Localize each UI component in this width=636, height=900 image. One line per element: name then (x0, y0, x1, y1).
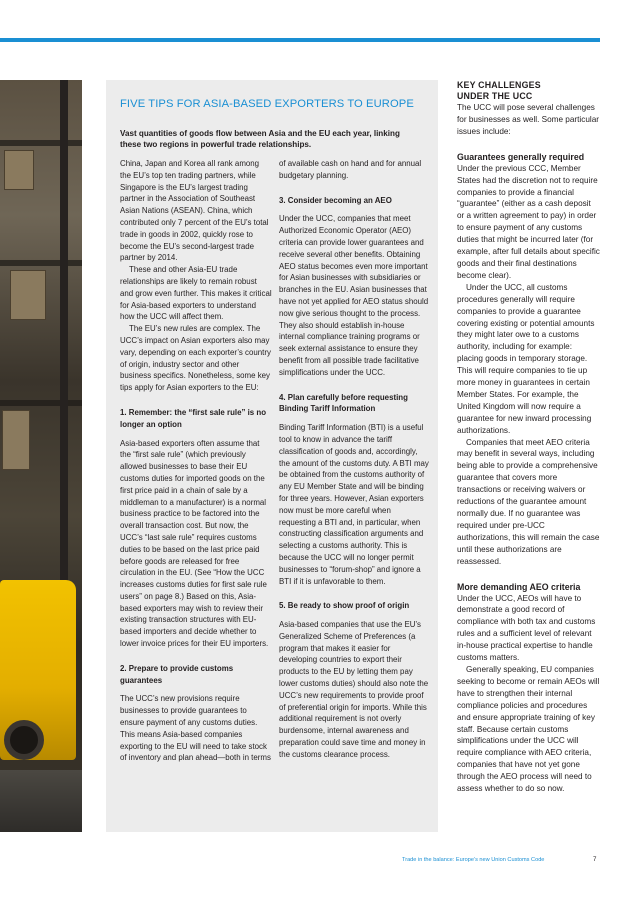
paragraph: of available cash on hand and for annual budgetary planning. (279, 159, 422, 180)
photo-forklift-wheel (4, 720, 44, 760)
panel-title: FIVE TIPS FOR ASIA-BASED EXPORTERS TO EUROPE (120, 98, 414, 110)
paragraph: Under the UCC, all customs procedures generally will require companies to provide a guarantee covering existing or potential amounts they might later owe to a customs authority, including for example: placing goods in temporary storage. This will require companies to tie up more money in guarantees in certain Member States. For example, the United Kingdom will now require a guarantee for new inward processing authorizations. (457, 282, 595, 435)
paragraph: The EU’s new rules are complex. The UCC’s impact on Asian exporters also may vary, depending on each exporter’s country of origin, industry sector and other business specifics. Nonetheless, some key tips apply for Asian exporters to the EU: (120, 324, 271, 393)
photo-shelf (0, 260, 82, 266)
photo-floor (0, 770, 82, 832)
photo-crate (2, 410, 30, 470)
photo-crate (10, 270, 46, 320)
subheading-guarantees: Guarantees generally required (457, 151, 585, 162)
section-heading-line-2: UNDER THE UCC (457, 91, 533, 101)
page-number: 7 (593, 856, 597, 863)
subheading-aeo-criteria: More demanding AEO criteria (457, 581, 581, 592)
paragraph: Companies that meet AEO criteria may benefit in several ways, including being able to provide a comprehensive guarantee that covers more transactions or receiving waivers or reductions of the guarantee amount normally due. If no guarantee was required under pre-UCC authorizations, this will remain the case until these authorizations are reassessed. (457, 437, 600, 566)
paragraph: Asia-based companies that use the EU’s Generalized Scheme of Preferences (a program that makes it easier for developing countries to export their products to the EU by letting them pay lower customs duties) should also note the UCC’s new requirements to provide proof of preferential origin for imports. While this additional requirement is not overly burdensome, internal awareness and preparation could save time and money in the customs clearance process. (279, 620, 429, 759)
paragraph: Generally speaking, EU companies seeking to become or remain AEOs will have to strengthen their internal compliance policies and procedures and ensure appropriate training of key staff. Because certain customs simplifications under the UCC will require compliance with AEO criteria, companies that have not yet gone through the AEO process will need to assess whether to do so now. (457, 664, 600, 794)
paragraph: Asia-based exporters often assume that the “first sale rule” (which previously allowed businesses to base their EU customs duties for imported goods on the first price paid in a chain of sale by a middleman to a manufacturer) is a normal business practice to be factored into the overall transaction cost. But now, the UCC’s “last sale rule” requires customs duties to be based on the last price paid before goods are released for free circulation in the EU. (See “How the UCC increases customs duties for first sale rule users” on page 8.) Based on this, Asia-based exporters may wish to review their existing transaction structures with EU-based importers and decide whether to lower invoice prices for their EU importers. (120, 438, 269, 649)
photo-shelf (0, 400, 82, 406)
photo-shelf (0, 140, 82, 146)
tip-heading-3: 3. Consider becoming an AEO (279, 195, 392, 205)
running-footer-title: Trade in the balance: Europe’s new Union Customs Code (402, 857, 545, 863)
tip-heading-2: 2. Prepare to provide customs guarantees (120, 663, 234, 685)
panel-intro: Vast quantities of goods flow between Asia and the EU each year, linking these two regions in powerful trade relationships. (120, 129, 400, 150)
paragraph: The UCC will pose several challenges for businesses as well. Some particular issues include: (457, 103, 599, 136)
section-heading-line-1: KEY CHALLENGES (457, 80, 541, 90)
photo-crate (4, 150, 34, 190)
paragraph: Under the UCC, companies that meet Authorized Economic Operator (AEO) criteria can provide lower guarantees and receive several other benefits. Obtaining AEO status becomes even more important for Asian businesses with subsidiaries or branches in the EU. Asian businesses that have not yet applied for AEO status should now give serious thought to the process. They also should establish in-house internal compliance training programs or seek external assistance to ensure they benefit from all possible trade facilitative simplifications under the UCC. (279, 214, 429, 377)
paragraph: The UCC’s new provisions require businesses to provide guarantees to ensure payment of any customs duties. This means Asia-based companies exporting to the EU will need to take stock of inventory and plan ahead—both in terms (120, 694, 271, 763)
main-column (457, 80, 600, 795)
paragraph: Under the UCC, AEOs will have to demonstrate a good record of compliance with both tax and customs rules and a sufficient level of relevant in-house practical expertise to handle customs matters. (457, 593, 596, 663)
paragraph: Under the previous CCC, Member States had the discretion not to require companies to provide a financial “guarantee” (either as a cash deposit or a written agreement to pay) in order to ensure payment of any customs duties that might be incurred later (for example, after full details about specific goods and their final destinations become clear). (457, 163, 600, 280)
tip-heading-4: 4. Plan carefully before requesting Binding Tariff Information (279, 392, 408, 414)
panel-column-2 (279, 158, 429, 761)
top-accent-rule (0, 38, 600, 42)
tip-heading-5: 5. Be ready to show proof of origin (279, 601, 410, 611)
warehouse-forklift-photo (0, 80, 82, 832)
panel-column-1 (120, 158, 272, 764)
paragraph: These and other Asia-EU trade relationships are likely to remain robust and grow even further. This makes it critical for Asia-based exporters to understand how the UCC will affect them. (120, 265, 272, 322)
paragraph: Binding Tariff Information (BTI) is a useful tool to know in advance the tariff classification of goods and, accordingly, the amount of the customs duty. A BTI may be obtained from the customs authority of any EU Member State and will be binding for three years. However, Asian exporters now must be more careful when requesting a BTI and, in particular, when constructing classification arguments and selecting a customs authority. This is because the UCC will no longer permit businesses to “forum-shop” and ignore a BTI if it is unfavorable to them. (279, 423, 429, 586)
tip-heading-1: 1. Remember: the “first sale rule” is no longer an option (120, 407, 267, 429)
paragraph: China, Japan and Korea all rank among the EU’s top ten trading partners, while Singapore is the EU’s largest trading partner in the Association of Southeast Asian Nations (ASEAN). China, which contributed only 7 percent of the EU’s total trade in goods in 2002, quickly rose to become the EU’s second-largest trade partner by 2014. (120, 159, 269, 263)
